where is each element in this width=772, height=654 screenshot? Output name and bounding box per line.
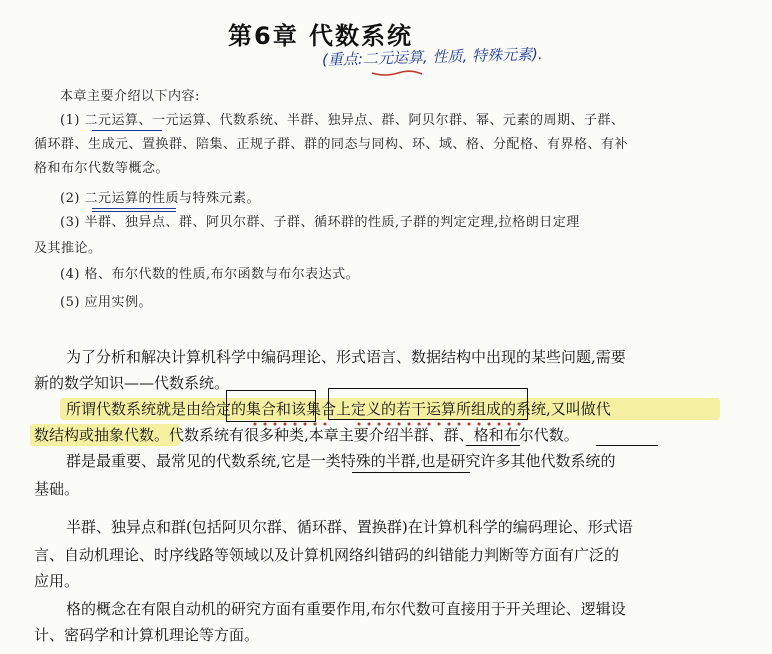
handwritten-note: (重点:二元运算, 性质, 特殊元素). xyxy=(321,45,543,69)
intro-line-4: (2) 二元运算的性质与特殊元素。 xyxy=(60,191,261,206)
chapter-title: 第6章 代数系统 xyxy=(228,22,414,50)
red-squiggle-under-note xyxy=(372,71,422,75)
intro-line-7: (4) 格、布尔代数的性质,布尔函数与布尔表达式。 xyxy=(60,267,360,282)
p4-line-2: 计、密码学和计算机理论等方面。 xyxy=(34,626,260,644)
underline-special-semigroup xyxy=(352,472,470,473)
intro-line-1: (1) 二元运算、一元运算、代数系统、半群、独异点、群、阿贝尔群、幂、元素的周期、子群、 xyxy=(60,113,625,128)
p1-line-2: 新的数学知识——代数系统。 xyxy=(34,374,230,392)
p2-line-3: 群是最重要、最常见的代数系统,它是一类特殊的半群,也是研究许多其他代数系统的 xyxy=(66,452,616,470)
underline-semigroup xyxy=(466,445,520,446)
intro-line-8: (5) 应用实例。 xyxy=(60,295,153,310)
box-given-set xyxy=(226,390,316,422)
p2-line-1: 所谓代数系统就是由给定的集合和该集合上定义的若干运算所组成的系统,又叫做代 xyxy=(66,400,611,418)
p2-line-4: 基础。 xyxy=(34,480,80,498)
intro-line-3: 格和布尔代数等概念。 xyxy=(34,161,170,176)
p1-line-1: 为了分析和解决计算机科学中编码理论、形式语言、数据结构中出现的某些问题,需要 xyxy=(66,348,626,366)
p4-line-1: 格的概念在有限自动机的研究方面有重要作用,布尔代数可直接用于开关理论、逻辑设 xyxy=(66,600,626,618)
p2-line-2: 数结构或抽象代数。代数系统有很多种类,本章主要介绍半群、群、格和布尔代数。 xyxy=(34,426,579,444)
blue-underline-binary-op xyxy=(92,130,162,131)
p3-line-2: 言、自动机理论、时序线路等领域以及计算机网络纠错码的纠错能力判断等方面有广泛的 xyxy=(34,546,620,564)
p3-line-3: 应用。 xyxy=(34,572,80,590)
intro-line-5: (3) 半群、独异点、群、阿贝尔群、子群、循环群的性质,子群的判定定理,拉格朗日定理 xyxy=(60,215,580,230)
box-operations-on-set xyxy=(328,388,528,420)
intro-line-6: 及其推论。 xyxy=(34,241,102,256)
underline-boolean-algebra xyxy=(596,445,658,446)
blue-underline-binary-op-2b xyxy=(92,211,176,212)
intro-line-2: 循环群、生成元、置换群、陪集、正规子群、群的同态与同构、环、域、格、分配格、有界格、有补 xyxy=(34,137,629,152)
intro-heading: 本章主要介绍以下内容: xyxy=(60,89,200,104)
blue-underline-binary-op-2 xyxy=(92,208,176,209)
p3-line-1: 半群、独异点和群(包括阿贝尔群、循环群、置换群)在计算机科学的编码理论、形式语 xyxy=(66,518,633,536)
